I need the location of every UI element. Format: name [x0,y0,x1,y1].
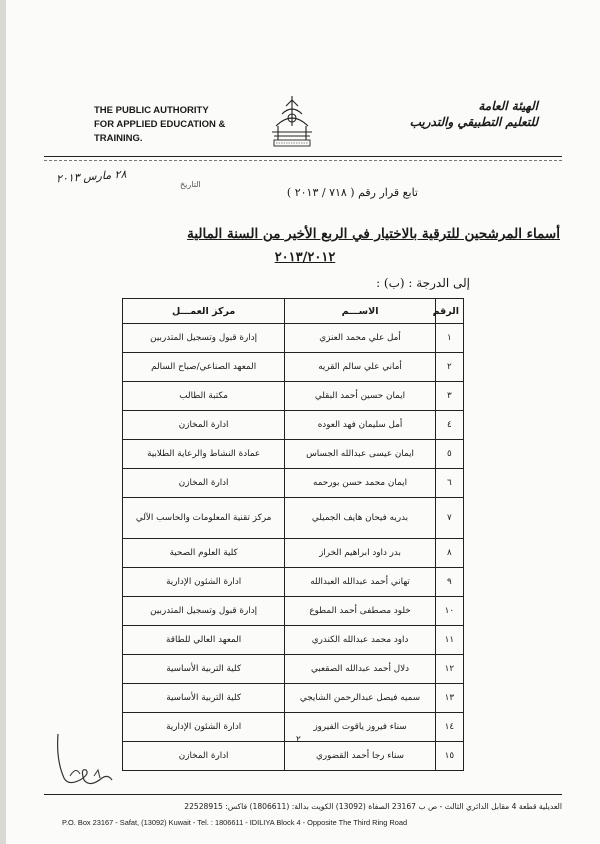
table-row [123,440,464,469]
row-number: ١٣ [435,684,463,713]
table-row [123,568,464,597]
table-row [123,539,464,568]
row-number: ٤ [435,411,463,440]
header-english [94,104,274,146]
row-name: بدر داود ابراهيم الخراز [285,539,436,568]
decision-reference: تابع قرار رقم ( ٧١٨ / ٢٠١٣ ) [286,186,418,199]
row-name: ايمان محمد حسن بورحمه [285,469,436,498]
fiscal-year: ٢٠١٣/٢٠١٢ [274,250,336,265]
footer-arabic: العديلية قطعة 4 مقابل الدائري الثالث - ص ب 23167 الصفاة (13092) الكويت بدالة: (1806611) فاكس: 22528915 [184,802,562,811]
row-name: أماني علي سالم القريه [285,353,436,382]
row-name: سناء فيروز ياقوت الفيروز [285,713,436,742]
table-row [123,684,464,713]
table-row [123,324,464,353]
document-title: أسماء المرشحين للترقية بالاختيار في الربع الأخير من السنة المالية [187,226,560,242]
row-name: بدريه فيحان هايف الجميلي [285,498,436,539]
degree-line: إلى الدرجة : (ب) : [376,276,470,290]
table-row [123,597,464,626]
header-english-line2: FOR APPLIED EDUCATION & TRAINING. [94,119,226,144]
row-workplace: ادارة المخازن [123,742,285,771]
table-row [123,498,464,539]
row-name: ايمان عيسى عبدالله الجساس [285,440,436,469]
signature-icon [50,730,120,792]
table-row [123,382,464,411]
row-name: خلود مصطفى أحمد المطوع [285,597,436,626]
row-workplace: ادارة المخازن [123,469,285,498]
table-row [123,713,464,742]
row-workplace: مركز تقنية المعلومات والحاسب الآلي [123,498,285,539]
row-number: ٩ [435,568,463,597]
row-workplace: كلية التربية الأساسية [123,684,285,713]
header-name: الاســـم [285,299,436,324]
row-name: سميه فيصل عبدالرحمن الشايجي [285,684,436,713]
row-workplace: المعهد الصناعي/صباح السالم [123,353,285,382]
table-header-row [123,299,464,324]
row-workplace: مكتبة الطالب [123,382,285,411]
row-number: ٦ [435,469,463,498]
row-name: تهاني أحمد عبدالله العبدالله [285,568,436,597]
scan-edge [0,0,6,844]
row-workplace: ادارة المخازن [123,411,285,440]
row-number: ٥ [435,440,463,469]
row-number: ٧ [435,498,463,539]
header-arabic-line2: للتعليم التطبيقي والتدريب [409,115,538,129]
table-row [123,353,464,382]
row-number: ١ [435,324,463,353]
date-label: التاريخ [180,180,201,189]
header-rule [44,156,562,157]
page-number: ٢ [296,735,301,745]
table-row [123,469,464,498]
row-workplace: إدارة قبول وتسجيل المتدربين [123,324,285,353]
row-workplace: إدارة قبول وتسجيل المتدربين [123,597,285,626]
row-name: ايمان حسين أحمد البقلي [285,382,436,411]
row-name: أمل علي محمد العنزي [285,324,436,353]
row-workplace: عمادة النشاط والرعاية الطلابية [123,440,285,469]
footer-english: P.O. Box 23167 - Safat, (13092) Kuwait - Tel. : 1806611 - IDILIYA Block 4 - Opposite The Third Ring Road [62,818,408,827]
header-workplace: مركز العمـــل [123,299,285,324]
candidates-table [122,298,464,771]
row-name: سناء رجا أحمد القضوري [285,742,436,771]
table-row [123,411,464,440]
row-number: ١٤ [435,713,463,742]
header-arabic-line1: الهيئة العامة [478,99,538,113]
header-arabic [398,98,538,130]
row-workplace: المعهد العالي للطاقة [123,626,285,655]
row-name: دلال أحمد عبدالله الصقعبي [285,655,436,684]
table-row [123,742,464,771]
handwritten-date: ٢٨ مارس ٢٠١٣ [55,167,127,186]
header-number: الرقم [435,299,463,324]
table-row [123,655,464,684]
row-workplace: كلية التربية الأساسية [123,655,285,684]
row-workplace: ادارة الشئون الإدارية [123,568,285,597]
footer-rule [44,794,562,795]
header-rule-dashed [44,160,562,161]
row-name: أمل سليمان فهد العوده [285,411,436,440]
row-workplace: ادارة الشئون الإدارية [123,713,285,742]
row-number: ١٥ [435,742,463,771]
row-name: داود محمد عبدالله الكندري [285,626,436,655]
row-number: ١٠ [435,597,463,626]
paaet-emblem-icon [264,92,320,156]
row-number: ٨ [435,539,463,568]
row-workplace: كلية العلوم الصحية [123,539,285,568]
row-number: ١١ [435,626,463,655]
row-number: ٢ [435,353,463,382]
header-english-line1: THE PUBLIC AUTHORITY [94,105,209,116]
row-number: ٣ [435,382,463,411]
table-row [123,626,464,655]
row-number: ١٢ [435,655,463,684]
